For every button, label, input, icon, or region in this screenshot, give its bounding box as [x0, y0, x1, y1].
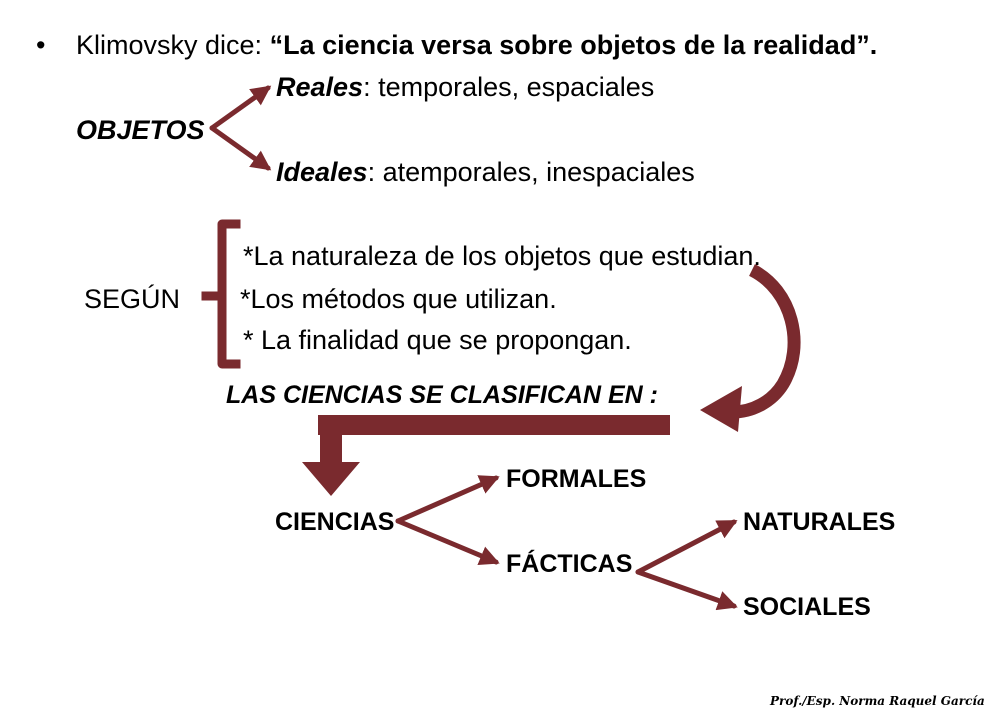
reales-line	[276, 71, 654, 103]
klimovsky-intro: Klimovsky dice:	[76, 30, 270, 60]
arrow-to-sociales	[638, 572, 734, 606]
author-credit: Prof./Esp. Norma Raquel García	[770, 694, 985, 708]
curved-arrow	[700, 270, 794, 432]
arrow-to-reales	[212, 88, 268, 128]
segun-bracket	[206, 224, 236, 364]
ideales-line	[276, 156, 695, 188]
naturales-label: NATURALES	[743, 508, 896, 536]
klimovsky-line	[76, 29, 877, 61]
reales-description: : temporales, espaciales	[363, 72, 655, 102]
arrow-to-formales	[398, 478, 496, 521]
clasificacion-heading: LAS CIENCIAS SE CLASIFICAN EN :	[226, 381, 658, 409]
arrow-to-naturales	[638, 522, 734, 572]
ciencias-label: CIENCIAS	[275, 508, 395, 536]
facticas-arrows	[638, 522, 734, 606]
ideales-description: : atemporales, inespaciales	[367, 157, 695, 187]
reales-term: Reales	[276, 72, 364, 102]
segun-item-finalidad: * La finalidad que se propongan.	[243, 325, 632, 355]
ciencias-arrows	[398, 478, 496, 562]
segun-item-metodos: *Los métodos que utilizan.	[240, 284, 557, 314]
objetos-label: OBJETOS	[76, 115, 205, 145]
segun-label: SEGÚN	[84, 284, 181, 314]
facticas-label: FÁCTICAS	[506, 550, 633, 578]
formales-label: FORMALES	[506, 465, 647, 493]
klimovsky-quote: “La ciencia versa sobre objetos de la realidad”.	[269, 30, 878, 60]
arrow-to-ideales	[212, 128, 268, 168]
arrow-to-facticas	[398, 521, 496, 562]
bullet-dot: •	[36, 30, 46, 60]
ideales-term: Ideales	[276, 157, 368, 187]
sociales-label: SOCIALES	[743, 593, 871, 621]
segun-item-naturaleza: *La naturaleza de los objetos que estudian.	[243, 241, 761, 271]
objetos-arrows	[212, 88, 268, 168]
